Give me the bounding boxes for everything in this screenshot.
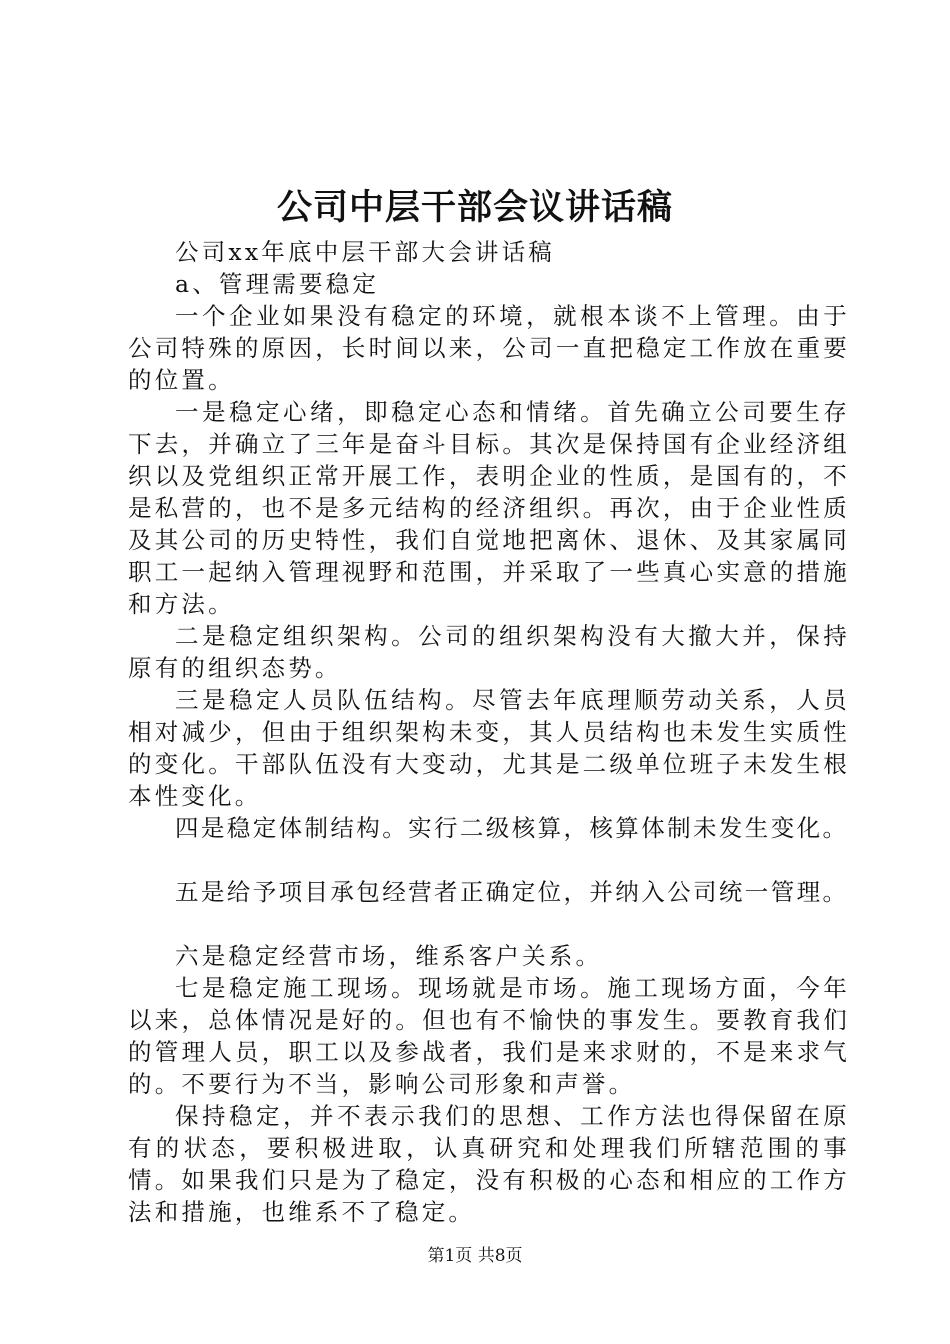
page-number-footer: 第1页 共8页 (427, 1246, 523, 1266)
paragraph-point-3: 三是稳定人员队伍结构。尽管去年底理顺劳动关系，人员相对减少，但由于组织架构未变，其人员结构也未发生实质性的变化。干部队伍没有大变动，尤其是二级单位班子未发生根本性变化。 (128, 686, 850, 810)
document-title: 公司中层干部会议讲话稿 (276, 187, 673, 228)
paragraph-point-7: 七是稳定施工现场。现场就是市场。施工现场方面，今年以来，总体情况是好的。但也有不愉快的事发生。要教育我们的管理人员，职工以及参战者，我们是来求财的，不是来求气的。不要行为不当，影响公司形象和声誉。 (128, 974, 850, 1098)
paragraph-point-1: 一是稳定心绪，即稳定心态和情绪。首先确立公司要生存下去，并确立了三年是奋斗目标。其次是保持国有企业经济组织以及党组织正常开展工作，表明企业的性质，是国有的，不是私营的，也不是多元结构的经济组织。再次，由于企业性质及其公司的历史特性，我们自觉地把离休、退休、及其家属同职工一起纳入管理视野和范围，并采取了一些真心实意的措施和方法。 (128, 398, 850, 618)
document-body (128, 236, 850, 1228)
paragraph-point-5: 五是给予项目承包经营者正确定位，并纳入公司统一管理。 (175, 878, 849, 906)
paragraph-subtitle: 公司xx年底中层干部大会讲话稿 (175, 238, 556, 266)
paragraph-section-heading: a、管理需要稳定 (175, 270, 380, 298)
paragraph-point-4: 四是稳定体制结构。实行二级核算，核算体制未发生变化。 (175, 814, 849, 842)
paragraph-conclusion: 保持稳定，并不表示我们的思想、工作方法也得保留在原有的状态，要积极进取，认真研究和处理我们所辖范围的事情。如果我们只是为了稳定，没有积极的心态和相应的工作方法和措施，也维系不了稳定。 (128, 1102, 850, 1226)
paragraph-point-6: 六是稳定经营市场，维系客户关系。 (175, 942, 603, 970)
paragraph-intro: 一个企业如果没有稳定的环境，就根本谈不上管理。由于公司特殊的原因，长时间以来，公司一直把稳定工作放在重要的位置。 (128, 302, 850, 394)
paragraph-point-2: 二是稳定组织架构。公司的组织架构没有大撤大并，保持原有的组织态势。 (128, 622, 850, 682)
